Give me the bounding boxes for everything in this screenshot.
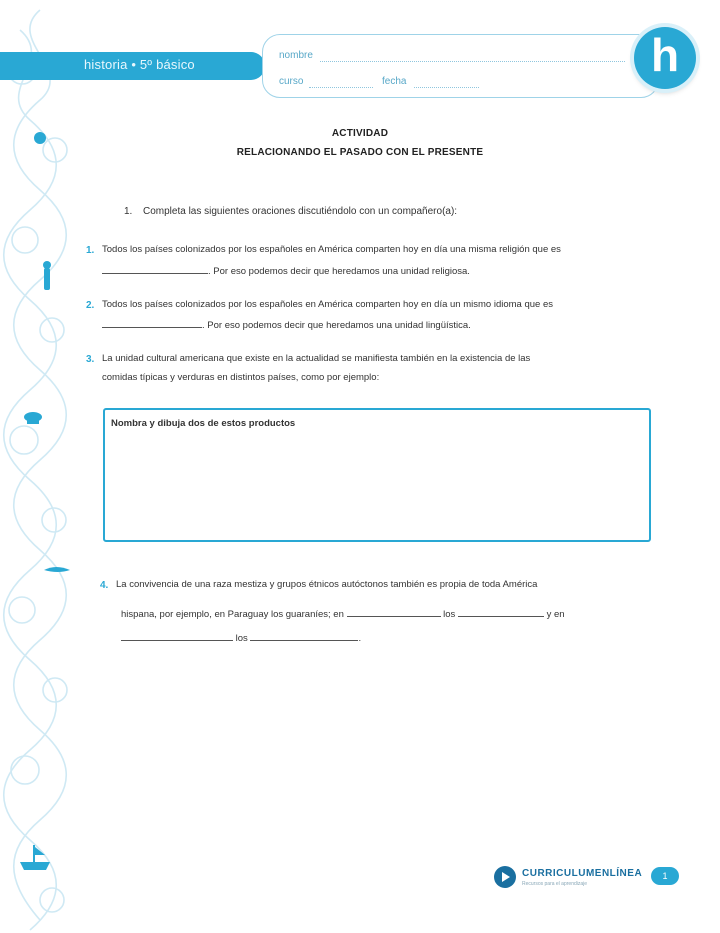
figure-icon — [44, 268, 50, 290]
brand-logo — [634, 27, 696, 89]
item-4-line-2-text-a: hispana, por ejemplo, en Paraguay los guaraníes; en — [121, 609, 344, 620]
item-4-line-3-text-a: los — [235, 633, 248, 644]
item-number: 1. — [86, 245, 95, 256]
name-label: nombre — [279, 50, 313, 61]
answer-blank[interactable] — [121, 631, 233, 641]
item-1-line-2 — [102, 264, 470, 278]
activity-title: ACTIVIDAD — [331, 128, 389, 139]
fish-icon — [44, 567, 70, 572]
item-number: 4. — [100, 580, 109, 591]
item-4-line-3-end: . — [358, 633, 362, 644]
decorative-swirl-border — [0, 0, 80, 933]
answer-blank[interactable] — [250, 631, 358, 641]
page-number: 1 — [651, 867, 679, 885]
date-label: fecha — [382, 76, 407, 87]
answer-blank[interactable] — [458, 607, 544, 617]
instruction-number: 1. — [124, 206, 133, 217]
item-1-line-2-text: . Por eso podemos decir que heredamos una unidad religiosa. — [208, 266, 470, 277]
instruction-text: Completa las siguientes oraciones discutiéndolo con un compañero(a): — [143, 206, 458, 217]
footer-brand: CURRICULUMENLÍNEA — [522, 868, 643, 879]
item-2-line-2-text: . Por eso podemos decir que heredamos una unidad lingüística. — [202, 320, 471, 331]
answer-blank[interactable] — [102, 318, 202, 328]
item-4-line-2 — [121, 607, 565, 621]
item-number: 3. — [86, 354, 95, 365]
drawing-area[interactable] — [103, 408, 651, 542]
ship-icon — [20, 862, 50, 870]
footer-logo-icon — [494, 866, 516, 888]
item-4-line-3 — [121, 631, 361, 645]
footer-tagline: Recursos para el aprendizaje — [522, 881, 588, 887]
drawing-area-label: Nombra y dibuja dos de estos productos — [111, 418, 296, 429]
activity-subtitle: RELACIONANDO EL PASADO CON EL PRESENTE — [236, 147, 484, 158]
item-4-line-1: La convivencia de una raza mestiza y grupos étnicos autóctonos también es propia de toda América — [116, 579, 538, 590]
play-arrow-icon — [494, 866, 516, 888]
item-3-line-2: comidas típicas y verduras en distintos países, como por ejemplo: — [102, 372, 380, 383]
subject-label: historia • 5º básico — [84, 57, 195, 72]
item-number: 2. — [86, 300, 95, 311]
item-2-line-1: Todos los países colonizados por los españoles en América comparten hoy en día un mismo idioma que es — [102, 299, 553, 310]
student-info-box — [262, 34, 659, 98]
item-3-line-1: La unidad cultural americana que existe en la actualidad se manifiesta también en la existencia de las — [102, 353, 531, 364]
answer-blank[interactable] — [347, 607, 441, 617]
item-1-line-1: Todos los países colonizados por los españoles en América comparten hoy en día una misma religión que es — [102, 244, 561, 255]
course-label: curso — [279, 76, 304, 87]
item-4-line-2-text-b: los — [443, 609, 456, 620]
logo-letter: h — [650, 29, 680, 81]
name-field[interactable] — [320, 61, 625, 62]
course-field[interactable] — [309, 87, 373, 88]
item-2-line-2 — [102, 318, 471, 332]
date-field[interactable] — [414, 87, 479, 88]
answer-blank[interactable] — [102, 264, 208, 274]
item-4-line-2-text-c: y en — [546, 609, 565, 620]
